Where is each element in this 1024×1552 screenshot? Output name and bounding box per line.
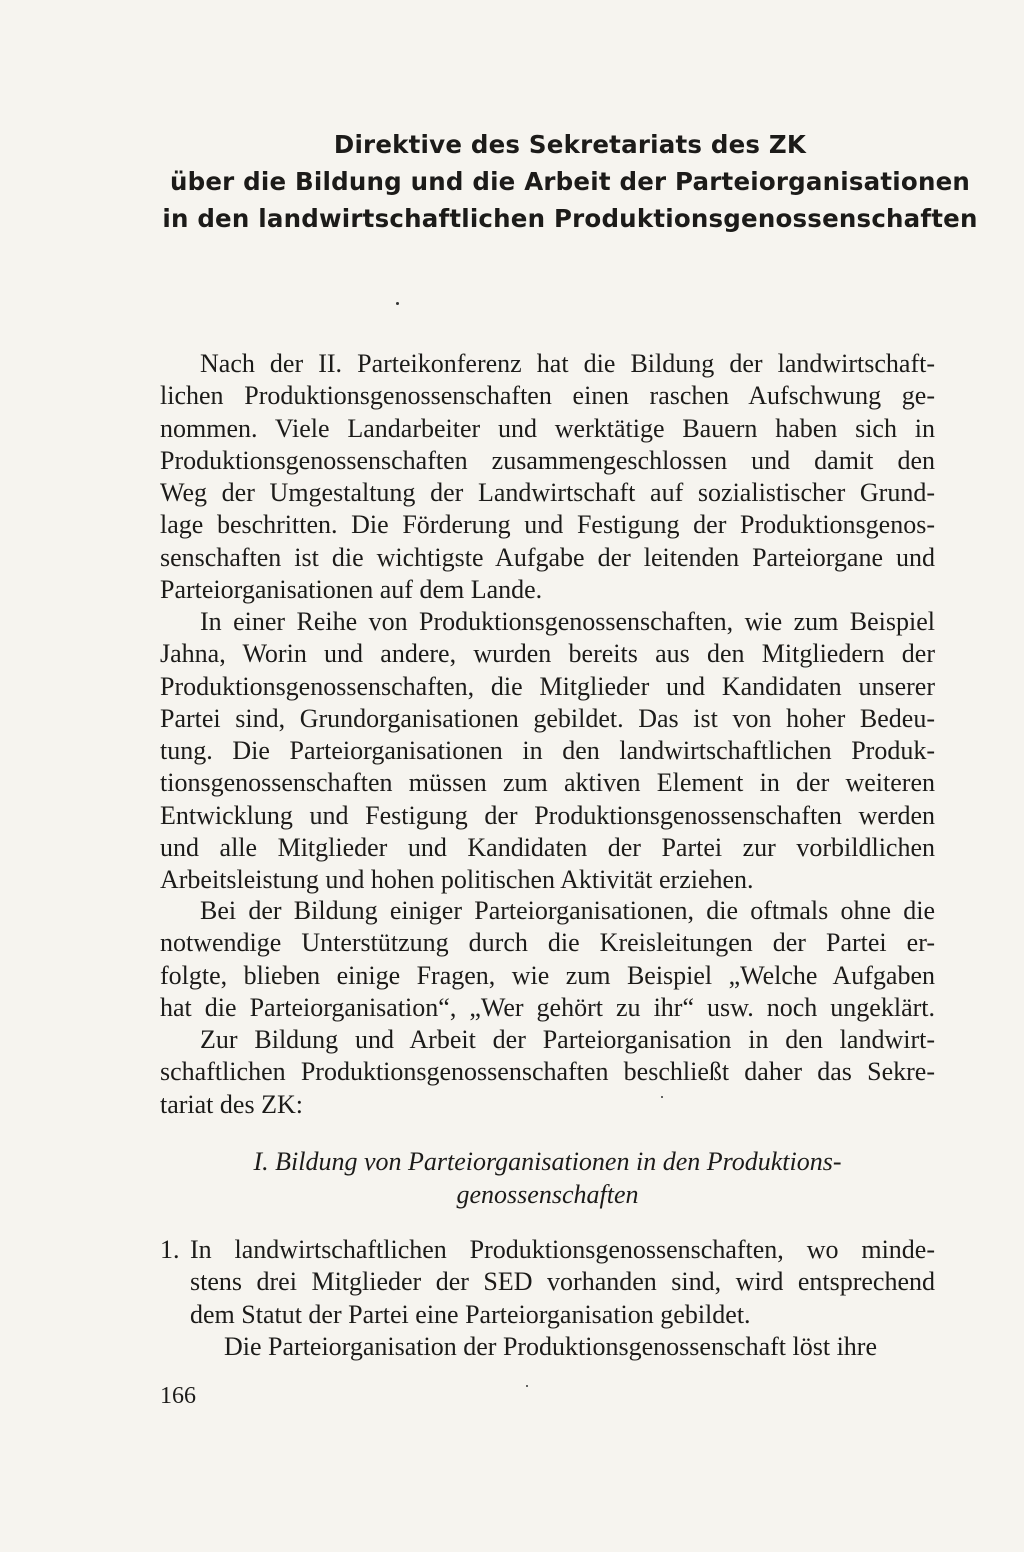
paragraph-line: senschaften ist die wichtigste Aufgabe der leitenden Parteiorgane und xyxy=(160,542,935,572)
paragraph-line: Produktionsgenossenschaften, die Mitglieder und Kandidaten unserer xyxy=(160,671,935,701)
title-line-1: Direktive des Sekretariats des ZK xyxy=(333,130,807,159)
section-heading xyxy=(160,1145,935,1211)
list-item-line: stens drei Mitglieder der SED vorhanden sind, wird entsprechend xyxy=(190,1267,935,1297)
title-line-3: in den landwirtschaftlichen Produktionsgenossenschaften xyxy=(162,204,978,233)
paragraph-line: lage beschritten. Die Förderung und Festigung der Produktionsgenos- xyxy=(160,510,935,540)
section-heading-line-2: genossenschaften xyxy=(456,1180,639,1209)
paragraph-line: Jahna, Worin und andere, wurden bereits aus den Mitgliedern der xyxy=(160,639,935,669)
paragraph-2 xyxy=(160,606,935,897)
paragraph-line: Weg der Umgestaltung der Landwirtschaft auf sozialistischer Grund- xyxy=(160,478,935,508)
paragraph-line: und alle Mitglieder und Kandidaten der Partei zur vorbildlichen xyxy=(160,833,935,863)
paragraph-line: Entwicklung und Festigung der Produktionsgenossenschaften werden xyxy=(160,800,935,830)
paragraph-line: Bei der Bildung einiger Parteiorganisationen, die oftmals ohne die xyxy=(200,896,935,925)
page-number: 166 xyxy=(160,1383,196,1409)
title-line-2: über die Bildung und die Arbeit der Parteiorganisationen xyxy=(169,167,971,196)
document-title xyxy=(100,126,1024,237)
paragraph-1 xyxy=(160,348,935,606)
list-item xyxy=(160,1234,935,1363)
paragraph-line: Nach der II. Parteikonferenz hat die Bildung der landwirtschaft- xyxy=(200,349,935,378)
paragraph-line: tionsgenossenschaften müssen zum aktiven Element in der weiteren xyxy=(160,768,935,798)
paragraph-line: In einer Reihe von Produktionsgenossenschaften, wie zum Beispiel xyxy=(200,607,935,636)
paragraph-line: hat die Parteiorganisation“, „Wer gehört zu ihr“ usw. noch ungeklärt. xyxy=(160,992,935,1022)
paragraph-line: Parteiorganisationen auf dem Lande. xyxy=(160,575,543,605)
paragraph-line: notwendige Unterstützung durch die Kreisleitungen der Partei er- xyxy=(160,928,935,958)
paragraph-line: Partei sind, Grundorganisationen gebildet. Das ist von hoher Bedeu- xyxy=(160,703,935,733)
list-item-number: 1. xyxy=(160,1235,180,1264)
paragraph-line: tung. Die Parteiorganisationen in den landwirtschaftlichen Produk- xyxy=(160,736,935,766)
list-item-line: Die Parteiorganisation der Produktionsgenossenschaft löst ihre xyxy=(224,1331,878,1361)
paragraph-line: Produktionsgenossenschaften zusammengeschlossen und damit den xyxy=(160,445,935,475)
paragraph-4 xyxy=(160,1024,935,1121)
list-item-line: dem Statut der Partei eine Parteiorganisation gebildet. xyxy=(190,1299,751,1329)
paragraph-line: schaftlichen Produktionsgenossenschaften beschließt daher das Sekre- xyxy=(160,1057,935,1087)
list-item-line: In landwirtschaftlichen Produktionsgenossenschaften, wo minde- xyxy=(190,1235,935,1264)
paragraph-line: Arbeitsleistung und hohen politischen Aktivität erziehen. xyxy=(160,865,754,895)
print-speck xyxy=(661,1096,663,1098)
paragraph-3 xyxy=(160,895,935,1024)
section-heading-line-1: I. Bildung von Parteiorganisationen in den Produktions- xyxy=(253,1147,842,1176)
print-speck xyxy=(526,1385,528,1387)
paragraph-line: lichen Produktionsgenossenschaften einen raschen Aufschwung ge- xyxy=(160,381,935,411)
paragraph-line: nommen. Viele Landarbeiter und werktätige Bauern haben sich in xyxy=(160,413,935,443)
print-speck xyxy=(396,302,399,305)
paragraph-line: Zur Bildung und Arbeit der Parteiorganisation in den landwirt- xyxy=(200,1025,935,1054)
paragraph-line: folgte, blieben einige Fragen, wie zum Beispiel „Welche Aufgaben xyxy=(160,960,935,990)
paragraph-line: tariat des ZK: xyxy=(160,1089,303,1119)
